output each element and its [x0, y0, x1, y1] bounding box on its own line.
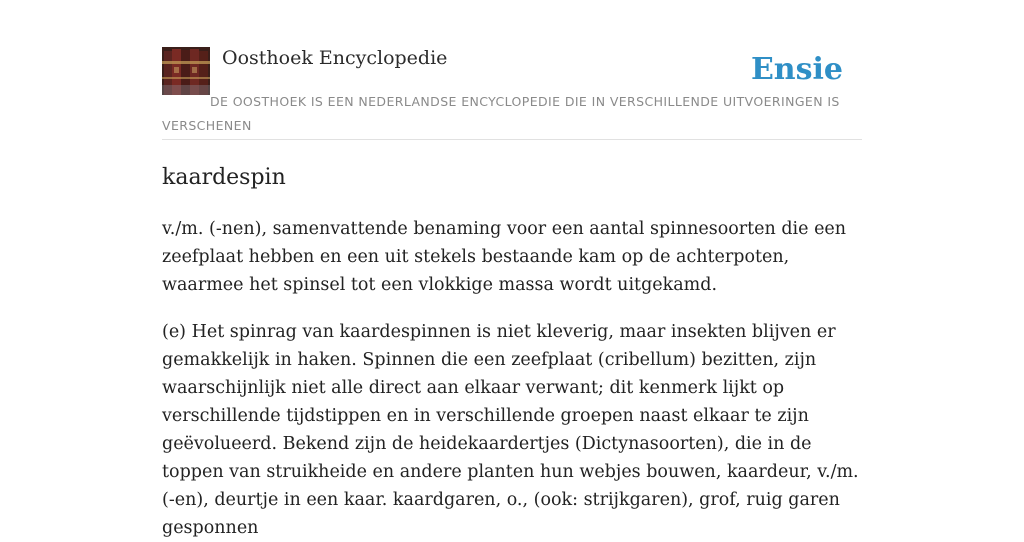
- entry-term: kaardespin: [162, 165, 286, 190]
- site-header: [162, 46, 862, 140]
- source-tagline: DE OOSTHOEK IS EEN NEDERLANDSE ENCYCLOPEDIE DIE IN VERSCHILLENDE UITVOERINGEN IS VERSCHENEN: [162, 94, 840, 133]
- entry-paragraph: (e) Het spinrag van kaardespinnen is niet kleverig, maar insekten blijven er gemakkelijk in haken. Spinnen die een zeefplaat (cribellum) bezitten, zijn waarschijnlijk niet alle direct aan elkaar verwant; dit kenmerk lijkt op verschillende tijdstippen en in verschillende groepen naast elkaar te zijn geëvolueerd. Bekend zijn de heidekaardertjes (Dictynasoorten), die in de toppen van struikheide en andere planten hun webjes bouwen, kaardeur, v./m. (-en), deurtje in een kaar. kaardgaren, o., (ook: strijkgaren), grof, ruig garen gesponnen: [162, 322, 859, 538]
- source-avatar[interactable]: [162, 47, 210, 95]
- encyclopedia-books-icon: [162, 47, 210, 95]
- brand-logo-link[interactable]: Ensie: [750, 52, 843, 87]
- source-name-link[interactable]: Oosthoek Encyclopedie: [222, 47, 448, 69]
- entry-paragraph: v./m. (-nen), samenvattende benaming voor een aantal spinnesoorten die een zeefplaat hebben en een uit stekels bestaande kam op de achterpoten, waarmee het spinsel tot een vlokkige massa wordt uitgekamd.: [162, 219, 847, 295]
- entry-content: [162, 158, 862, 542]
